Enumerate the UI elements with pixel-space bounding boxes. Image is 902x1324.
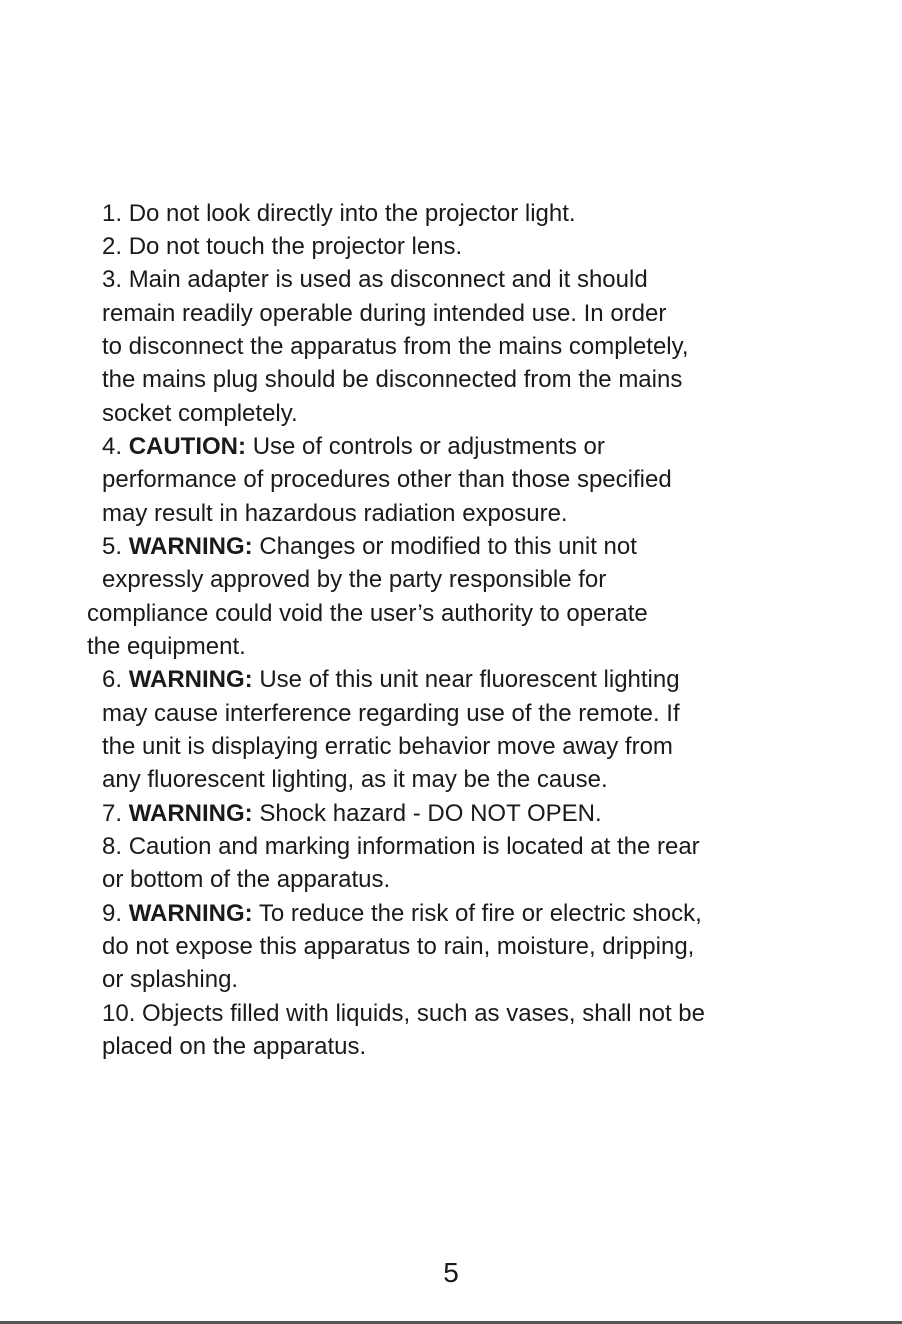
instruction-line: 9. WARNING: To reduce the risk of fire or electric shock, [102, 900, 702, 927]
instruction-line: 10. Objects filled with liquids, such as vases, shall not be [102, 1000, 705, 1027]
instruction-line: expressly approved by the party responsible for [102, 566, 607, 593]
instruction-line: the unit is displaying erratic behavior move away from [102, 733, 673, 760]
instruction-line: performance of procedures other than those specified [102, 466, 672, 493]
instruction-line: remain readily operable during intended use. In order [102, 300, 667, 327]
instruction-line: 1. Do not look directly into the projector light. [102, 200, 576, 227]
instruction-line: do not expose this apparatus to rain, moisture, dripping, [102, 933, 695, 960]
instruction-line: 8. Caution and marking information is located at the rear [102, 833, 700, 860]
page-number: 5 [443, 1257, 459, 1288]
instruction-line: 2. Do not touch the projector lens. [102, 233, 463, 260]
instruction-line: socket completely. [102, 400, 298, 427]
caution-label: CAUTION: [128, 433, 247, 460]
warning-label: WARNING: [128, 800, 253, 827]
instruction-line: may result in hazardous radiation exposure. [102, 500, 568, 527]
instruction-line: or bottom of the apparatus. [102, 866, 391, 893]
instruction-line: the mains plug should be disconnected from the mains [102, 366, 683, 393]
instruction-line: 3. Main adapter is used as disconnect and it should [102, 266, 648, 293]
instruction-line: to disconnect the apparatus from the mains completely, [102, 333, 689, 360]
instruction-line: may cause interference regarding use of the remote. If [102, 700, 680, 727]
instruction-line: 5. WARNING: Changes or modified to this unit not [102, 533, 637, 560]
instruction-line: compliance could void the user’s authority to operate [87, 600, 648, 627]
warning-label: WARNING: [128, 900, 253, 927]
instruction-line: placed on the apparatus. [102, 1033, 367, 1060]
instruction-line: 6. WARNING: Use of this unit near fluorescent lighting [102, 666, 680, 693]
warning-label: WARNING: [128, 533, 253, 560]
instruction-line: or splashing. [102, 966, 239, 993]
instruction-line: the equipment. [87, 633, 246, 660]
instruction-line: 4. CAUTION: Use of controls or adjustments or [102, 433, 605, 460]
warning-label: WARNING: [128, 666, 253, 693]
instruction-line: 7. WARNING: Shock hazard - DO NOT OPEN. [102, 800, 602, 827]
instruction-line: any fluorescent lighting, as it may be the cause. [102, 766, 608, 793]
